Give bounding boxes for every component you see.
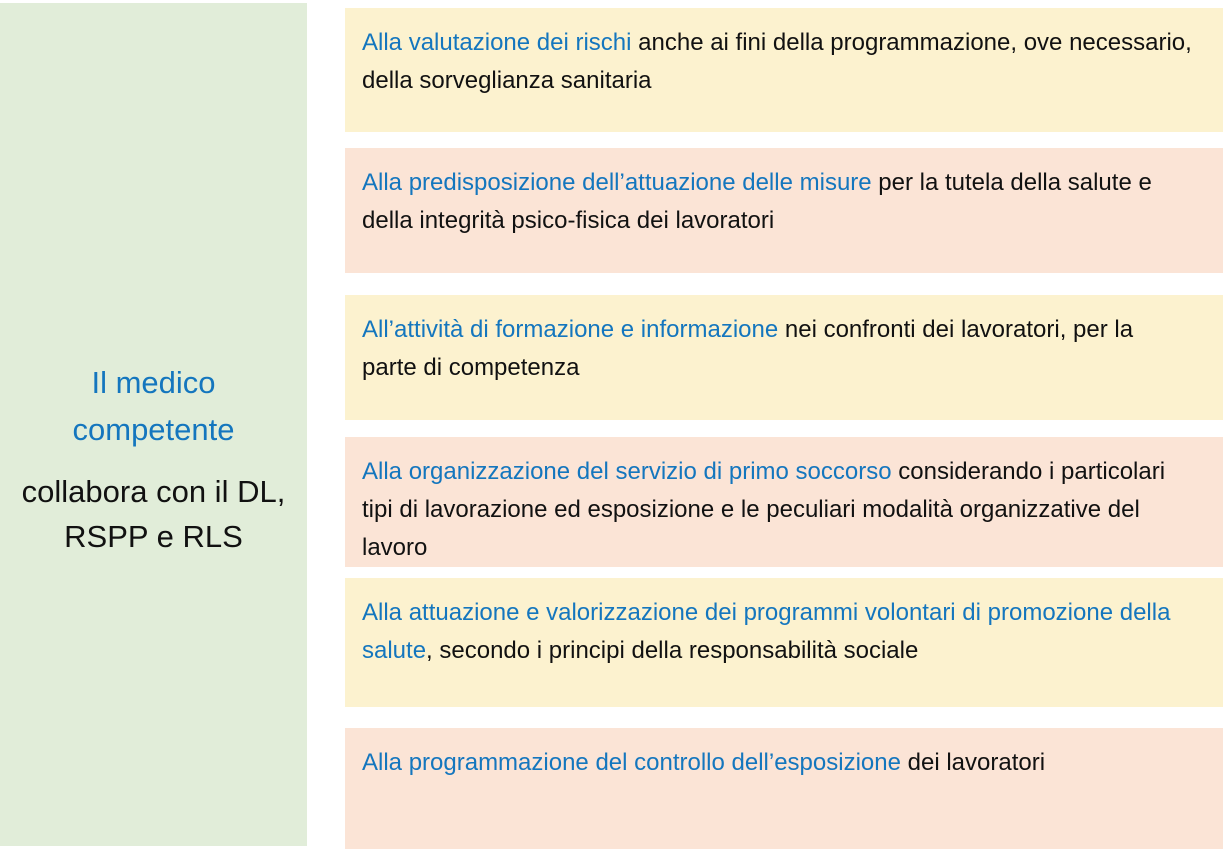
box-lead-text: Alla predisposizione dell’attuazione delle misure bbox=[362, 169, 872, 196]
box-lead-text: Alla organizzazione del servizio di primo soccorso bbox=[362, 458, 892, 485]
left-panel bbox=[0, 3, 307, 846]
box-rest-text: dei lavoratori bbox=[900, 749, 1046, 776]
box-rest-text: anche ai fini della programmazione, ove necessario, della sorveglianza sanitaria bbox=[362, 29, 1192, 94]
box-lead-text: Alla attuazione e valorizzazione dei programmi volontari di promozione della salute bbox=[362, 599, 1171, 664]
panel-subtitle: collabora con il DL, RSPP e RLS bbox=[21, 474, 286, 554]
box-text bbox=[362, 311, 1193, 387]
box-rest-text: nei confronti dei lavoratori, per la parte di competenza bbox=[362, 316, 1134, 381]
box-text bbox=[362, 594, 1193, 670]
box-lead-text: All’attività di formazione e informazione bbox=[362, 316, 779, 343]
box-text bbox=[362, 744, 1193, 782]
panel-title: Il medico competente bbox=[72, 365, 235, 447]
box-text bbox=[362, 24, 1193, 100]
box-lead-text: Alla programmazione del controllo dell’esposizione bbox=[362, 749, 901, 776]
box-predisposizione-misure bbox=[345, 148, 1223, 273]
box-controllo-esposizione bbox=[345, 728, 1223, 849]
box-text bbox=[362, 164, 1193, 240]
box-text bbox=[362, 453, 1193, 567]
box-rest-text: considerando i particolari tipi di lavorazione ed esposizione e le peculiari modalità organizzative del lavoro bbox=[362, 458, 1166, 561]
box-lead-text: Alla valutazione dei rischi bbox=[362, 29, 632, 56]
box-promozione-salute bbox=[345, 578, 1223, 707]
box-rest-text: per la tutela della salute e della integrità psico-fisica dei lavoratori bbox=[362, 169, 1152, 234]
box-valutazione-rischi bbox=[345, 8, 1223, 132]
boxes-column bbox=[345, 0, 1223, 849]
box-rest-text: , secondo i principi della responsabilità sociale bbox=[426, 637, 919, 664]
box-primo-soccorso bbox=[345, 437, 1223, 567]
box-formazione-informazione bbox=[345, 295, 1223, 420]
